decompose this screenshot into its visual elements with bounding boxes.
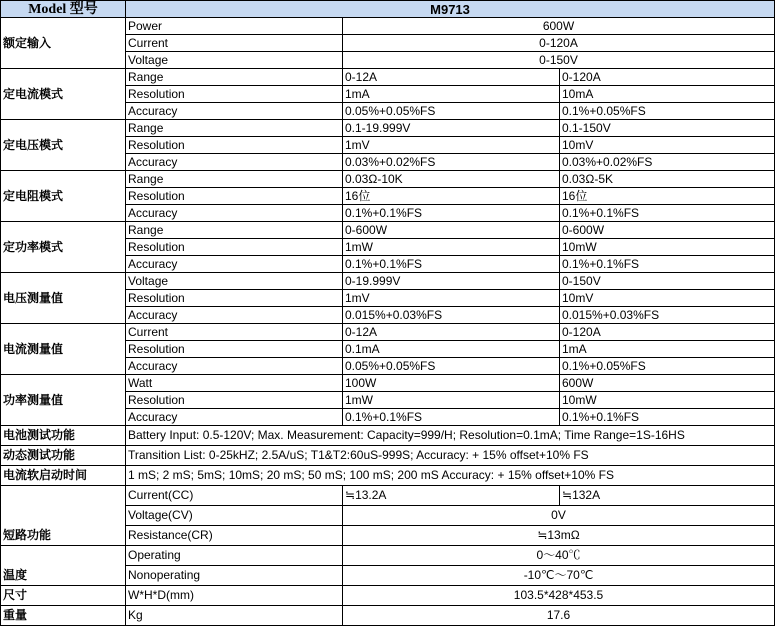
parameter-label: Accuracy [126,358,343,375]
parameter-label: Accuracy [126,154,343,171]
p_meas-row [1,375,775,392]
low-range-value: 1mW [343,239,560,256]
feature-description: Transition List: 0-25kHZ; 2.5A/uS; T1&T2:60uS-999S; Accuracy: + 15% offset+10% FS [126,446,775,466]
i_meas-row [1,324,775,341]
parameter-label: Voltage [126,273,343,290]
category-label: 电压测量值 [1,273,126,324]
low-range-value: 0-19.999V [343,273,560,290]
high-range-value: 16位 [560,188,775,205]
parameter-label: Current(CC) [126,486,343,506]
high-range-value: 0.1%+0.1%FS [560,205,775,222]
category-label: 动态测试功能 [1,446,126,466]
low-range-value: 0-12A [343,69,560,86]
parameter-label: Accuracy [126,307,343,324]
header-row [1,1,775,18]
high-range-value: 0.015%+0.03%FS [560,307,775,324]
category-label: 重量 [1,606,126,626]
softstart-row [1,466,775,486]
high-range-value: 0.1%+0.1%FS [560,409,775,426]
parameter-label: Nonoperating [126,566,343,586]
high-range-value: 0.1%+0.05%FS [560,358,775,375]
category-label: 定电流模式 [1,69,126,120]
spec-value: 103.5*428*453.5 [343,586,775,606]
size-row [1,586,775,606]
low-range-value: 0.015%+0.03%FS [343,307,560,324]
low-range-value: ≒13.2A [343,486,560,506]
spec-value: 0V [343,506,775,526]
category-label: 电池测试功能 [1,426,126,446]
parameter-label: Current [126,324,343,341]
parameter-label: Current [126,35,343,52]
high-range-value: 10mA [560,86,775,103]
spec-value: -10℃～70℃ [343,566,775,586]
parameter-label: Resolution [126,188,343,205]
model-name: M9713 [126,1,775,18]
parameter-label: Resolution [126,341,343,358]
low-range-value: 1mV [343,137,560,154]
parameter-label: Voltage(CV) [126,506,343,526]
low-range-value: 0.1%+0.1%FS [343,409,560,426]
spec-value: 17.6 [343,606,775,626]
v_meas-row [1,273,775,290]
low-range-value: 1mA [343,86,560,103]
low-range-value: 0.1mA [343,341,560,358]
spec-value: 600W [343,18,775,35]
low-range-value: 0.1%+0.1%FS [343,256,560,273]
high-range-value: 0-600W [560,222,775,239]
feature-description: 1 mS; 2 mS; 5mS; 10mS; 20 mS; 50 mS; 100 mS; 200 mS Accuracy: + 15% offset+10% FS [126,466,775,486]
spec-value: ≒13mΩ [343,526,775,546]
parameter-label: Accuracy [126,205,343,222]
feature-description: Battery Input: 0.5-120V; Max. Measurement: Capacity=999/H; Resolution=0.1mA; Time Range=1S-16HS [126,426,775,446]
low-range-value: 0.03%+0.02%FS [343,154,560,171]
cc_mode-row [1,69,775,86]
parameter-label: Kg [126,606,343,626]
short-row [1,486,775,506]
model-label: Model 型号 [1,1,126,18]
category-label: 定电压模式 [1,120,126,171]
high-range-value: 10mV [560,290,775,307]
parameter-label: Watt [126,375,343,392]
spec-value: 0-150V [343,52,775,69]
category-label: 定功率模式 [1,222,126,273]
low-range-value: 100W [343,375,560,392]
parameter-label: Range [126,222,343,239]
high-range-value: 0.03%+0.02%FS [560,154,775,171]
parameter-label: Resolution [126,392,343,409]
parameter-label: Resolution [126,239,343,256]
parameter-label: Voltage [126,52,343,69]
parameter-label: Range [126,171,343,188]
parameter-label: Accuracy [126,256,343,273]
parameter-label: Accuracy [126,409,343,426]
low-range-value: 0-12A [343,324,560,341]
low-range-value: 0.03Ω-10K [343,171,560,188]
category-label: 短路功能 [1,486,126,546]
parameter-label: Range [126,120,343,137]
low-range-value: 1mW [343,392,560,409]
category-label: 电流测量值 [1,324,126,375]
high-range-value: 0-150V [560,273,775,290]
parameter-label: Operating [126,546,343,566]
high-range-value: 0-120A [560,69,775,86]
low-range-value: 1mV [343,290,560,307]
dynamic-row [1,446,775,466]
parameter-label: W*H*D(mm) [126,586,343,606]
low-range-value: 16位 [343,188,560,205]
spec-value: 0-120A [343,35,775,52]
parameter-label: Resolution [126,86,343,103]
low-range-value: 0.1%+0.1%FS [343,205,560,222]
temperature-row [1,546,775,566]
category-label: 功率测量值 [1,375,126,426]
high-range-value: 1mA [560,341,775,358]
high-range-value: 0.03Ω-5K [560,171,775,188]
high-range-value: 10mW [560,392,775,409]
spec-table-body [1,1,775,626]
high-range-value: 10mW [560,239,775,256]
category-label: 尺寸 [1,586,126,606]
high-range-value: 0-120A [560,324,775,341]
low-range-value: 0.05%+0.05%FS [343,358,560,375]
parameter-label: Resolution [126,137,343,154]
low-range-value: 0.1-19.999V [343,120,560,137]
high-range-value: 0.1%+0.1%FS [560,256,775,273]
low-range-value: 0-600W [343,222,560,239]
weight-row [1,606,775,626]
high-range-value: 0.1%+0.05%FS [560,103,775,120]
parameter-label: Range [126,69,343,86]
spec-value: 0～40℃ [343,546,775,566]
high-range-value: ≒132A [560,486,775,506]
high-range-value: 600W [560,375,775,392]
category-label: 温度 [1,546,126,586]
battery-row [1,426,775,446]
high-range-value: 10mV [560,137,775,154]
parameter-label: Resistance(CR) [126,526,343,546]
category-label: 电流软启动时间 [1,466,126,486]
parameter-label: Resolution [126,290,343,307]
high-range-value: 0.1-150V [560,120,775,137]
cv_mode-row [1,120,775,137]
parameter-label: Accuracy [126,103,343,120]
low-range-value: 0.05%+0.05%FS [343,103,560,120]
rated-row [1,18,775,35]
parameter-label: Power [126,18,343,35]
cr_mode-row [1,171,775,188]
cw_mode-row [1,222,775,239]
category-label: 定电阻模式 [1,171,126,222]
category-label: 额定输入 [1,18,126,69]
